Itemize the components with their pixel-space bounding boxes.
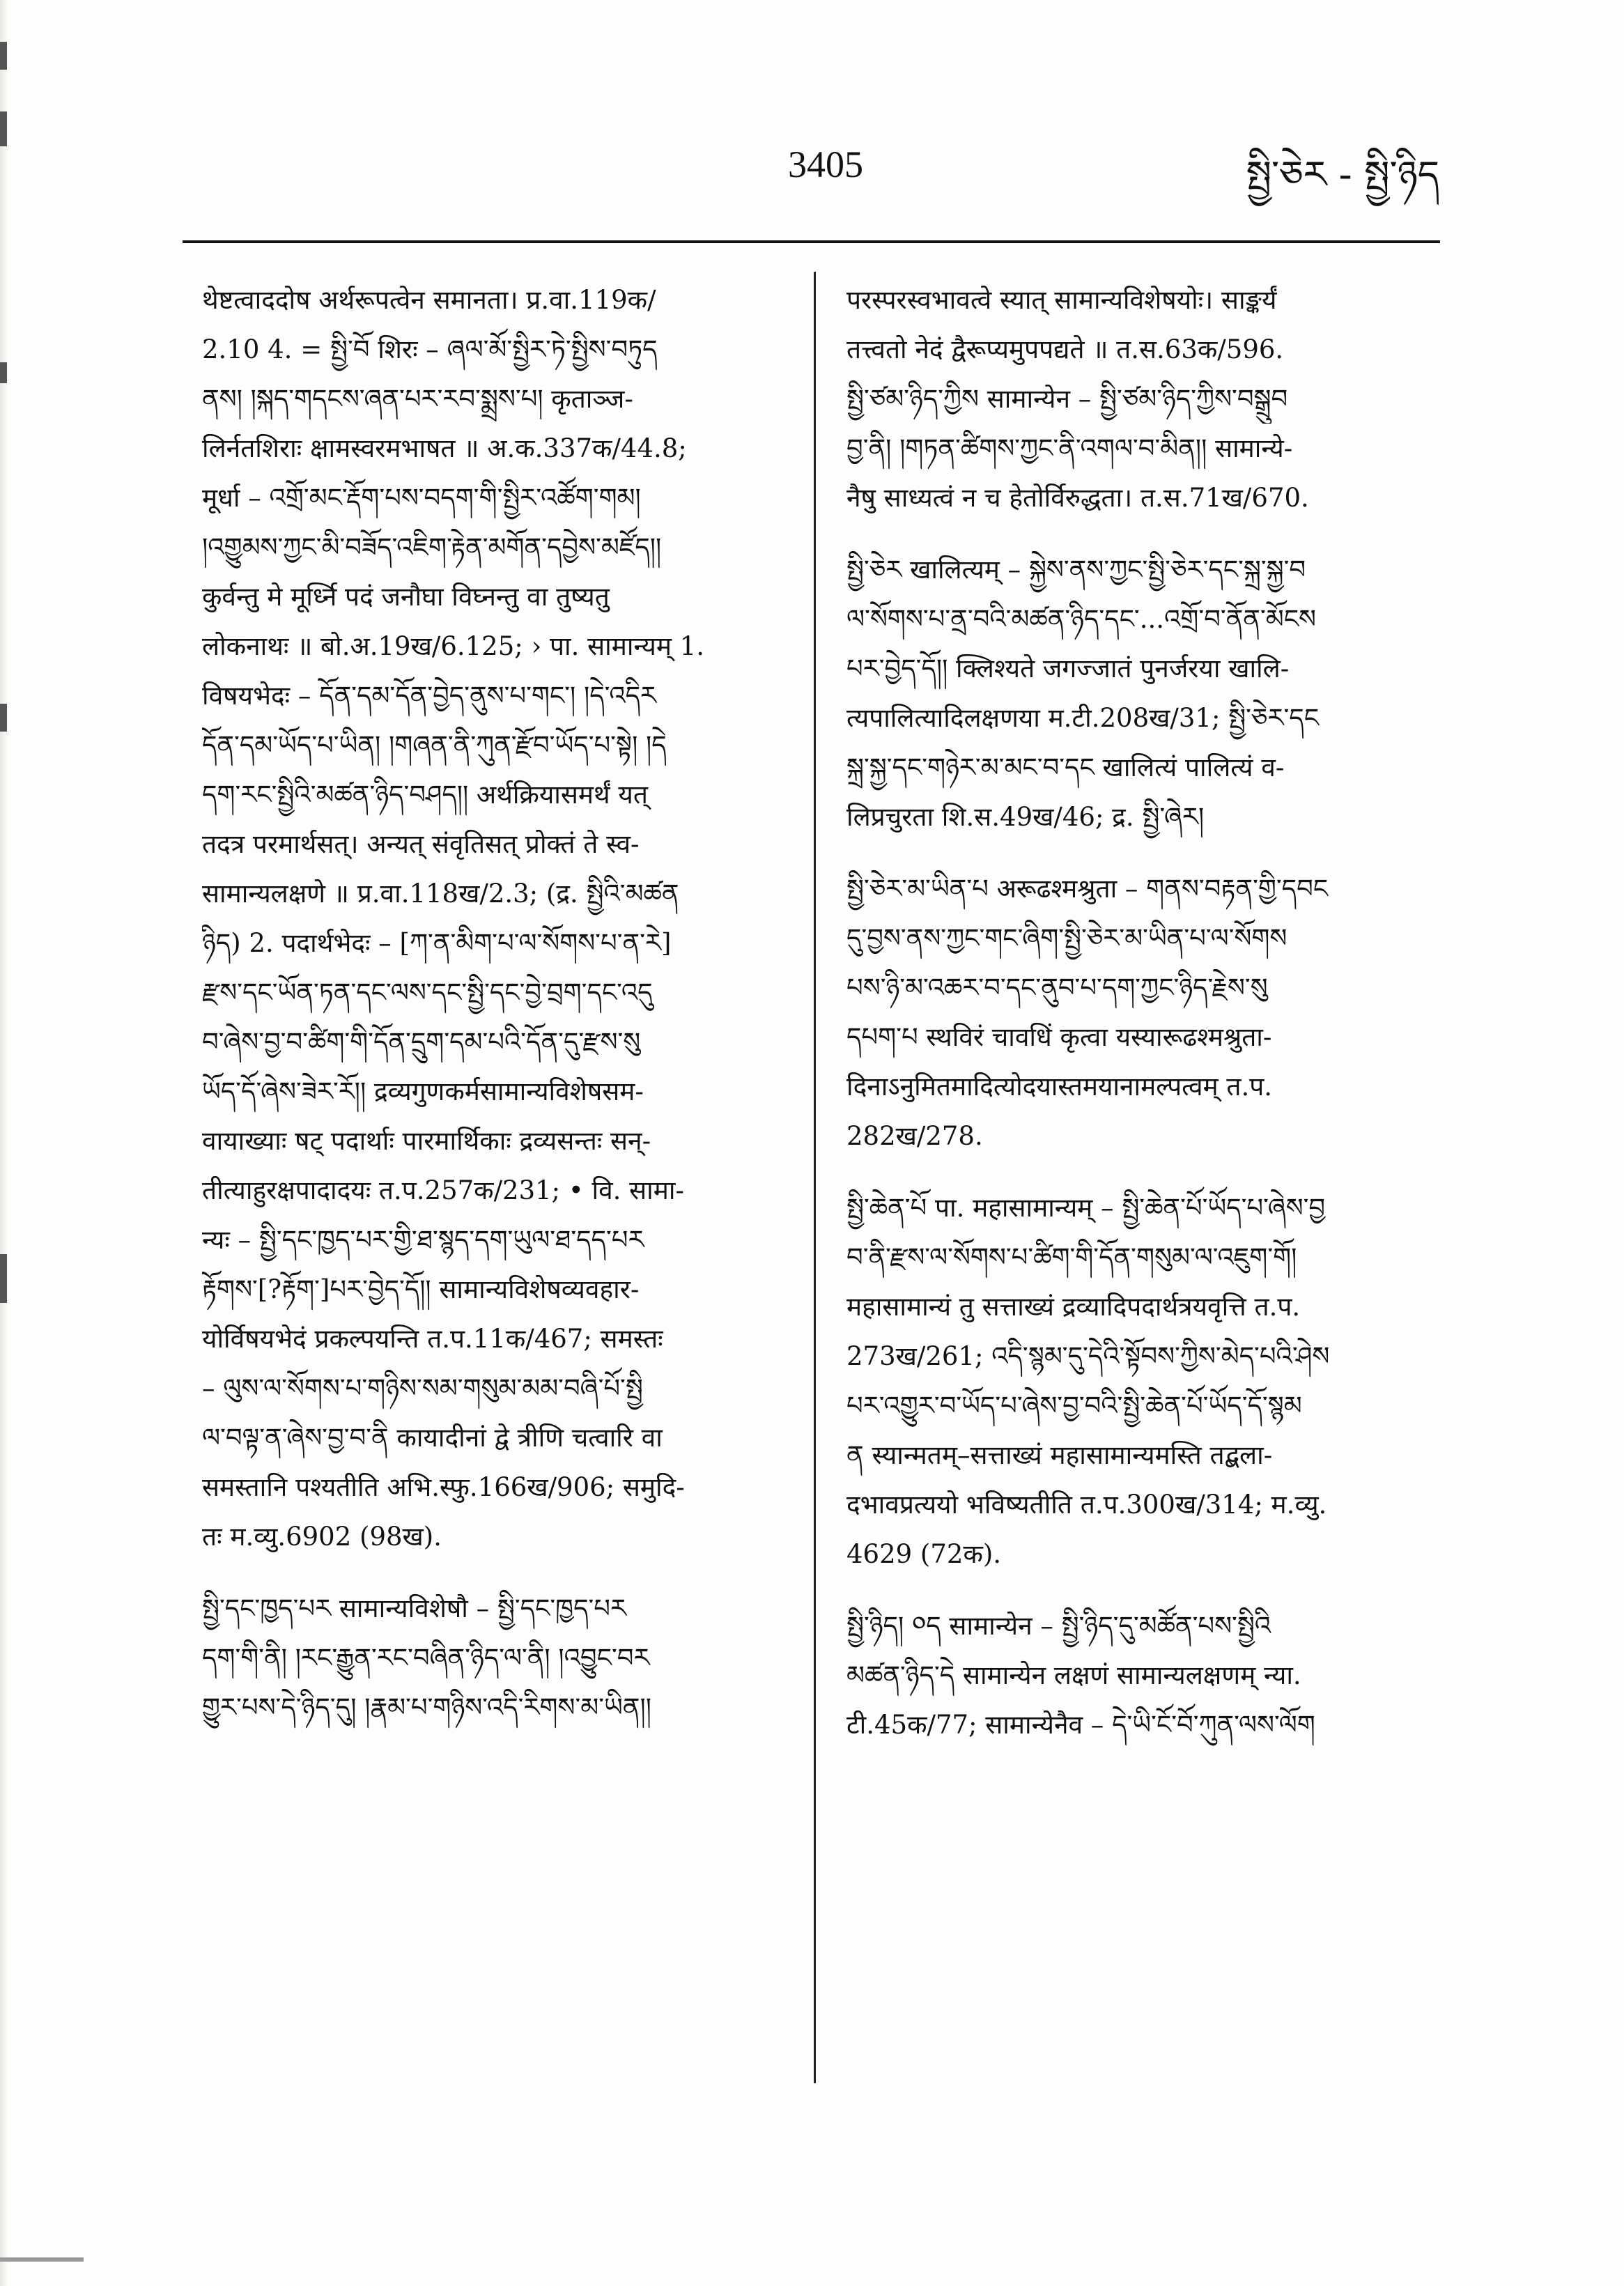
text-line: योर्विषयभेदं प्रकल्पयन्ति त.प.11क/467; समस्तः	[202, 1324, 663, 1354]
entry-separator	[846, 1579, 1442, 1601]
text-line: थेष्टत्वाददोष अर्थरूपत्वेन समानता। प्र.वा.119क/	[202, 285, 656, 315]
text-line: टी.45क/77; सामान्येनैव – དེ་ཡི་ངོ་བོ་ཀུན་ལས་ལོག	[846, 1710, 1315, 1740]
scan-mark	[0, 111, 7, 146]
column-divider	[814, 272, 816, 2083]
entry-separator	[202, 1561, 794, 1584]
text-line: པས་ཉི་མ་འཆར་བ་དང་ནུབ་པ་དག་ཀྱང་ཉིད་རྗེས་སུ	[846, 973, 1268, 1003]
right-column	[846, 275, 1442, 1750]
text-line: 273ख/261; འདི་སྙམ་དུ་དེའི་སྟོབས་ཀྱིས་མེད་པའི་ཤེས	[846, 1341, 1330, 1371]
text-line: དོན་དམ་ཡོད་པ་ཡིན། །གཞན་ནི་ཀུན་རྫོབ་ཡོད་པ་སྟེ། །དེ	[202, 730, 667, 760]
text-line: དག་གི་ནི། །རང་རྒྱུན་རང་བཞིན་ཉིད་ལ་ནི། །འབྱུང་བར	[202, 1643, 650, 1673]
text-line: समस्तानि पश्यतीति अभि.स्फु.166ख/906; समुदि-	[202, 1472, 685, 1502]
text-line: दिनाऽनुमितमादित्योदयास्तमयानामल्पत्वम् त.प.	[846, 1072, 1273, 1102]
text-line: लिर्नतशिराः क्षामस्वरमभाषत ॥ अ.क.337क/44.8;	[202, 433, 687, 463]
text-line: विषयभेदः – དོན་དམ་དོན་བྱེད་ནུས་པ་གང་། །དེ་འདིར	[202, 681, 657, 711]
text-line: 2.10 4. = སྤྱི་བོ शिरः – ཞལ་མོ་སྤྱིར་ཏེ་སྤྱིས་བཏུད	[202, 334, 658, 364]
text-line: པར་འགྱུར་བ་ཡོད་པ་ཞེས་བྱ་བའི་སྤྱི་ཆེན་པོ་ཡོད་དོ་སྙམ	[846, 1391, 1302, 1421]
scan-mark	[0, 362, 7, 383]
running-head: སྤྱི་ཅེར - སྤྱི་ཉིད	[1246, 153, 1439, 196]
text-line: सामान्यलक्षणे ॥ प्र.वा.118ख/2.3; (द्र. སྤྱིའི་མཚན	[202, 879, 679, 909]
text-line: སྤྱི་ཅེར་མ་ཡིན་པ अरूढश्मश्रुता – གནས་བརྟན་གྱི་དབང	[846, 874, 1329, 904]
entry-separator	[846, 523, 1442, 545]
entry-separator	[846, 842, 1442, 864]
text-line: །འགྱུམས་ཀྱང་མི་བཟོད་འཇིག་རྟེན་མགོན་དབྱེས་མཛོད།།	[202, 532, 662, 562]
scan-mark	[0, 1254, 7, 1303]
text-line: རྟོགས་[?རྟོག་]པར་བྱེད་དོ།། सामान्यविशेषव्यवहार-	[202, 1274, 640, 1304]
text-line: 282ख/278.	[846, 1121, 983, 1151]
text-line: ན स्यान्मतम्–सत्ताख्यं महासामान्यमस्ति तद्बला-	[846, 1440, 1273, 1470]
left-column	[202, 275, 794, 1732]
text-line: སྤྱི་ཙམ་ཉིད་ཀྱིས सामान्येन – སྤྱི་ཙམ་ཉིད་ཀྱིས་བསྒྲུབ	[846, 384, 1288, 414]
text-line: तदत्र परमार्थसत्। अन्यत् संवृतिसत् प्रोक्तं ते स्व-	[202, 829, 640, 859]
text-line: ལ་བལྟ་ན་ཞེས་བྱ་བ་ནི कायादीनां द्वे त्रीणि चत्वारि वा	[202, 1423, 663, 1453]
text-line: སྤྱི་ཅེར खालित्यम् – སྐྱེས་ནས་ཀྱང་སྤྱི་ཅེར་དང་སྐྲ་སྐྱ་བ	[846, 555, 1306, 585]
text-line: – ལུས་ལ་སོགས་པ་གཉིས་སམ་གསུམ་མམ་བཞི་པོ་སྤྱི	[202, 1373, 643, 1403]
text-line: སྤྱི་དང་ཁྱད་པར सामान्यविशेषौ – སྤྱི་དང་ཁྱད་པར	[202, 1593, 627, 1623]
text-line: ལ་སོགས་པ་ནྲ་བའི་མཚན་ཉིད་དང་...འགྲོ་བ་ནོན་མོངས	[846, 604, 1317, 634]
text-line: महासामान्यं तु सत्ताख्यं द्रव्यादिपदार्थत्रयवृत्ति त.प.	[846, 1292, 1301, 1322]
text-line: नैषु साध्यत्वं न च हेतोर्विरुद्धता। त.स.71ख/670.	[846, 483, 1309, 513]
text-line: སྐྲ་སྐྱ་དང་གཉེར་མ་མང་བ་དང खालित्यं पालित्यं व-	[846, 752, 1285, 782]
text-line: परस्परस्वभावत्वे स्यात् सामान्यविशेषयोः। साङ्कर्यं	[846, 285, 1277, 315]
text-line: न्यः – སྤྱི་དང་ཁྱད་པར་གྱི་ཐ་སྙད་དག་ཡུལ་ཐ་དད་པར	[202, 1225, 644, 1255]
text-line: लिप्रचुरता शि.स.49ख/46; द्र. སྤྱི་ཞེར།	[846, 802, 1205, 832]
scan-edge	[0, 0, 8, 2286]
text-line: ཡོད་དོ་ཞེས་ཟེར་རོ།། द्रव्यगुणकर्मसामान्यविशेषसम-	[202, 1076, 644, 1106]
text-line: བ་ཞེས་བྱ་བ་ཚིག་གི་དོན་དྲུག་དམ་པའི་དོན་དུ་རྫས་སུ	[202, 1027, 641, 1057]
text-line: སྤྱི་ཉིད། ༠ད सामान्येन – སྤྱི་ཉིད་དུ་མཚོན་པས་སྤྱིའི	[846, 1611, 1271, 1641]
corner-smudge	[0, 2257, 84, 2262]
text-line: तः म.व्यु.6902 (98ख).	[202, 1522, 442, 1552]
header-rule	[183, 240, 1440, 243]
text-line: སྤྱི་ཆེན་པོ पा. महासामान्यम् – སྤྱི་ཆེན་པོ་ཡོད་པ་ཞེས་བྱ	[846, 1193, 1326, 1223]
text-line: རྫས་དང་ཡོན་ཏན་དང་ལས་དང་སྤྱི་དང་བྱེ་བྲག་དང་འདུ	[202, 978, 653, 1007]
text-line: པར་བྱེད་དོ།། क्लिश्यते जगज्जातं पुनर्जरया खालि-	[846, 654, 1290, 684]
text-line: དཔག་པ स्थविरं चावधिं कृत्वा यस्यारूढश्मश्रुता-	[846, 1022, 1272, 1052]
text-line: वायाख्याः षट् पदार्थाः पारमार्थिकाः द्रव्यसन्तः सन्-	[202, 1126, 651, 1156]
text-line: लोकनाथः ॥ बो.अ.19ख/6.125; › पा. सामान्यम् 1.	[202, 631, 705, 661]
text-line: तीत्याहुरक्षपादादयः त.प.257क/231; • वि. सामा-	[202, 1175, 684, 1205]
text-line: तत्त्वतो नेदं द्वैरूप्यमुपपद्यते ॥ त.स.63क/596.	[846, 334, 1284, 364]
text-line: त्यपालित्यादिलक्षणया म.टी.208ख/31; སྤྱི་ཅེར་དང	[846, 703, 1320, 733]
text-line: གྱུར་པས་དེ་ཉིད་དུ། །རྣམ་པ་གཉིས་འདི་རིགས་མ་ཡིན།།	[202, 1692, 651, 1722]
text-line: 4629 (72क).	[846, 1539, 1002, 1569]
text-line: མཚན་ཉིད་དེ सामान्येन लक्षणं सामान्यलक्षणम् न्या.	[846, 1660, 1301, 1690]
text-line: मूर्धा – འགྲོ་མང་རྡོག་པས་བདག་གི་སྤྱིར་འཚོག་གམ།	[202, 483, 641, 513]
text-line: དུ་བྱས་ནས་ཀྱང་གང་ཞིག་སྤྱི་ཅེར་མ་ཡིན་པ་ལ་སོགས	[846, 923, 1287, 953]
text-line: ཉིད) 2. पदार्थभेदः – [ཀ་ན་མིག་པ་ལ་སོགས་པ་ན་རེ]	[202, 928, 672, 958]
text-line: དག་རང་སྤྱིའི་མཚན་ཉིད་བཤད།། अर्थक्रियासमर्थं यत्	[202, 780, 648, 810]
text-line: བ་ནི་རྫས་ལ་སོགས་པ་ཚིག་གི་དོན་གསུམ་ལ་འཇུག་གོ།	[846, 1242, 1297, 1272]
page-number: 3405	[788, 144, 863, 185]
text-line: ནས། །སྐད་གདངས་ཞན་པར་རབ་སྨྲས་པ། कृताञ्ज-	[202, 384, 633, 414]
entry-separator	[846, 1161, 1442, 1183]
text-line: कुर्वन्तु मे मूर्ध्नि पदं जनौघा विघ्नन्तु वा तुष्यतु	[202, 582, 610, 612]
text-line: བྱ་ནི། །གཏན་ཚིགས་ཀྱང་ནི་འགལ་བ་མིན།། सामान्ये-	[846, 433, 1293, 463]
scan-mark	[0, 42, 7, 70]
text-line: दभावप्रत्ययो भविष्यतीति त.प.300ख/314; म.व्यु.	[846, 1490, 1327, 1520]
scan-mark	[0, 704, 7, 732]
